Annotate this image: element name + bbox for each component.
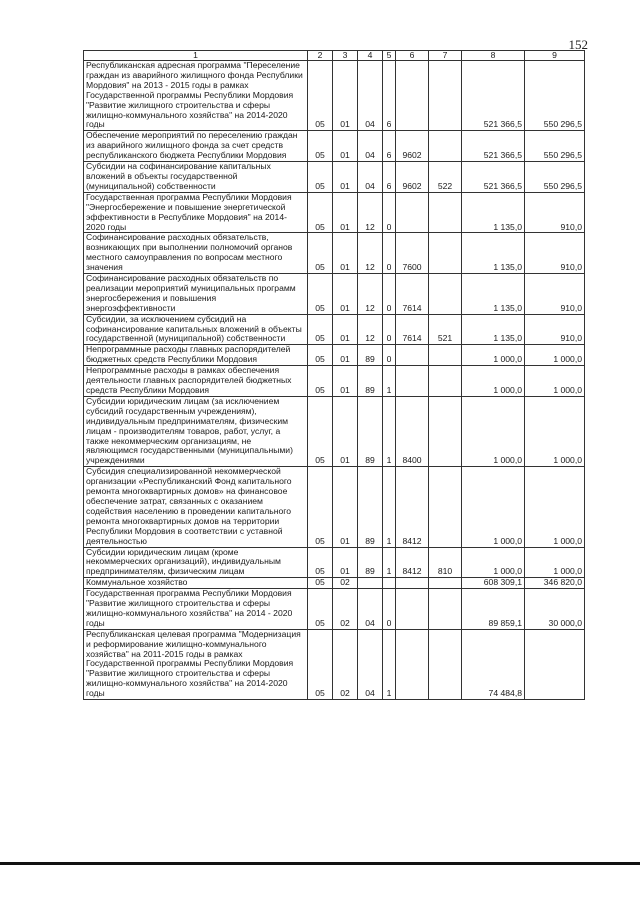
column-header: 2 — [308, 51, 333, 61]
table-row — [84, 366, 585, 397]
cell-amount-2: 550 296,5 — [525, 61, 585, 131]
cell-amount-2: 30 000,0 — [525, 589, 585, 630]
cell-amount-1: 89 859,1 — [462, 589, 525, 630]
row-description: Республиканская целевая программа "Модернизация и реформирование жилищно-коммунального хозяйства" на 2011-2015 годы в рамках Государственной программы Республики Мордовия "Развитие жилищного строительства и сферы жилищно-коммунального хозяйства" на 2014-2020 годы — [84, 629, 308, 699]
cell-subprogram: 0 — [383, 345, 396, 366]
cell-target-item: 8400 — [396, 396, 429, 466]
cell-amount-1: 521 366,5 — [462, 131, 525, 162]
column-header: 3 — [333, 51, 358, 61]
cell-section: 05 — [308, 366, 333, 397]
cell-amount-2: 1 000,0 — [525, 366, 585, 397]
table-row — [84, 162, 585, 193]
cell-expense-type: 522 — [429, 162, 462, 193]
cell-section: 05 — [308, 61, 333, 131]
cell-expense-type — [429, 274, 462, 315]
cell-program: 04 — [358, 162, 383, 193]
table-header-row — [84, 51, 585, 61]
cell-expense-type — [429, 467, 462, 547]
cell-amount-2: 550 296,5 — [525, 162, 585, 193]
cell-subprogram: 1 — [383, 366, 396, 397]
table-row — [84, 396, 585, 466]
cell-target-item — [396, 61, 429, 131]
cell-expense-type: 810 — [429, 547, 462, 578]
cell-amount-2: 910,0 — [525, 314, 585, 345]
cell-amount-2: 910,0 — [525, 274, 585, 315]
column-header: 4 — [358, 51, 383, 61]
cell-amount-2: 1 000,0 — [525, 467, 585, 547]
cell-program: 89 — [358, 467, 383, 547]
cell-subsection: 01 — [333, 192, 358, 233]
cell-section: 05 — [308, 589, 333, 630]
cell-amount-2: 910,0 — [525, 233, 585, 274]
cell-amount-2: 346 820,0 — [525, 578, 585, 589]
cell-section: 05 — [308, 233, 333, 274]
cell-expense-type — [429, 396, 462, 466]
table-row — [84, 274, 585, 315]
cell-target-item: 7600 — [396, 233, 429, 274]
cell-amount-2: 910,0 — [525, 192, 585, 233]
cell-amount-1: 1 135,0 — [462, 314, 525, 345]
cell-subsection: 01 — [333, 131, 358, 162]
cell-subprogram: 1 — [383, 396, 396, 466]
cell-subprogram: 0 — [383, 233, 396, 274]
table-row — [84, 314, 585, 345]
cell-amount-1: 521 366,5 — [462, 61, 525, 131]
row-description: Обеспечение мероприятий по переселению граждан из аварийного жилищного фонда за счет средств республиканского бюджета Республики Мордовия — [84, 131, 308, 162]
cell-target-item: 9602 — [396, 162, 429, 193]
row-description: Государственная программа Республики Мордовия "Развитие жилищного строительства и сферы жилищно-коммунального хозяйства" на 2014 - 2020 годы — [84, 589, 308, 630]
column-header: 9 — [525, 51, 585, 61]
row-description: Субсидии юридическим лицам (кроме некоммерческих организаций), индивидуальным предпринимателям, физическим лицам — [84, 547, 308, 578]
row-description: Софинансирование расходных обязательств по реализации мероприятий муниципальных программ энергосбережения и повышения энергоэффективности — [84, 274, 308, 315]
row-description: Субсидии юридическим лицам (за исключением субсидий государственным учреждениям), индивидуальным предпринимателям, физическим лицам - производителям товаров, работ, услуг, а также некоммерческим организациям, не являющимся государственными (муниципальными) учреждениями — [84, 396, 308, 466]
cell-subprogram: 6 — [383, 61, 396, 131]
page-number: 152 — [568, 37, 588, 52]
row-description: Субсидия специализированной некоммерческой организации «Республиканский Фонд капитального ремонта многоквартирных домов» на финансовое обеспечение затрат, связанных с оказанием содействия населению в проведении капитального ремонта многоквартирных домов на территории Республики Мордовия в соответствии с уставной деятельностью — [84, 467, 308, 547]
cell-section: 05 — [308, 192, 333, 233]
row-description: Субсидии на софинансирование капитальных вложений в объекты государственной (муниципальной) собственности — [84, 162, 308, 193]
cell-subprogram: 0 — [383, 192, 396, 233]
cell-target-item — [396, 578, 429, 589]
table-row — [84, 589, 585, 630]
cell-amount-1: 1 135,0 — [462, 274, 525, 315]
cell-amount-2: 1 000,0 — [525, 547, 585, 578]
cell-section: 05 — [308, 345, 333, 366]
row-description: Софинансирование расходных обязательств, возникающих при выполнении полномочий органов местного самоуправления по вопросам местного значения — [84, 233, 308, 274]
cell-target-item: 9602 — [396, 131, 429, 162]
cell-section: 05 — [308, 396, 333, 466]
cell-amount-2: 550 296,5 — [525, 131, 585, 162]
table-row — [84, 629, 585, 699]
cell-program: 12 — [358, 314, 383, 345]
cell-amount-2: 1 000,0 — [525, 396, 585, 466]
table-row — [84, 467, 585, 547]
row-description: Государственная программа Республики Мордовия "Энергосбережение и повышение энергетической эффективности в Республике Мордовия" на 2014-2020 годы — [84, 192, 308, 233]
cell-amount-1: 1 135,0 — [462, 233, 525, 274]
cell-target-item: 7614 — [396, 314, 429, 345]
page-bottom-rule — [0, 862, 640, 865]
column-header: 5 — [383, 51, 396, 61]
cell-expense-type — [429, 233, 462, 274]
row-description: Республиканская адресная программа "Переселение граждан из аварийного жилищного фонда Республики Мордовия" на 2013 - 2015 годы в рамках Государственной программы Республики Мордовия "Развитие жилищного строительства и сферы жилищно-коммунального хозяйства" на 2014-2020 годы — [84, 61, 308, 131]
column-header: 1 — [84, 51, 308, 61]
cell-subsection: 02 — [333, 629, 358, 699]
cell-section: 05 — [308, 467, 333, 547]
cell-amount-1: 1 000,0 — [462, 396, 525, 466]
cell-subsection: 01 — [333, 366, 358, 397]
cell-subprogram — [383, 578, 396, 589]
table-row — [84, 547, 585, 578]
budget-table — [83, 50, 585, 700]
cell-expense-type: 521 — [429, 314, 462, 345]
cell-program: 89 — [358, 396, 383, 466]
table-row — [84, 233, 585, 274]
cell-amount-1: 1 135,0 — [462, 192, 525, 233]
cell-target-item — [396, 629, 429, 699]
cell-subsection: 01 — [333, 467, 358, 547]
cell-amount-1: 608 309,1 — [462, 578, 525, 589]
cell-subprogram: 0 — [383, 589, 396, 630]
cell-program: 89 — [358, 345, 383, 366]
table-row — [84, 578, 585, 589]
cell-section: 05 — [308, 578, 333, 589]
cell-program: 04 — [358, 629, 383, 699]
row-description: Субсидии, за исключением субсидий на софинансирование капитальных вложений в объекты государственной (муниципальной) собственности — [84, 314, 308, 345]
cell-target-item: 8412 — [396, 547, 429, 578]
cell-expense-type — [429, 192, 462, 233]
column-header: 6 — [396, 51, 429, 61]
cell-expense-type — [429, 589, 462, 630]
cell-subsection: 01 — [333, 547, 358, 578]
cell-amount-1: 521 366,5 — [462, 162, 525, 193]
row-description: Непрограммные расходы главных распорядителей бюджетных средств Республики Мордовия — [84, 345, 308, 366]
cell-target-item — [396, 192, 429, 233]
cell-program: 89 — [358, 366, 383, 397]
cell-section: 05 — [308, 314, 333, 345]
cell-program: 04 — [358, 131, 383, 162]
cell-subprogram: 6 — [383, 162, 396, 193]
cell-subsection: 01 — [333, 396, 358, 466]
cell-subprogram: 0 — [383, 274, 396, 315]
cell-target-item — [396, 589, 429, 630]
cell-amount-1: 1 000,0 — [462, 547, 525, 578]
cell-program: 12 — [358, 233, 383, 274]
cell-amount-1: 1 000,0 — [462, 345, 525, 366]
table-row — [84, 61, 585, 131]
cell-amount-1: 74 484,8 — [462, 629, 525, 699]
cell-program: 89 — [358, 547, 383, 578]
cell-amount-2 — [525, 629, 585, 699]
cell-subsection: 01 — [333, 345, 358, 366]
cell-expense-type — [429, 629, 462, 699]
column-header: 7 — [429, 51, 462, 61]
cell-subprogram: 6 — [383, 131, 396, 162]
cell-program: 04 — [358, 61, 383, 131]
cell-amount-1: 1 000,0 — [462, 467, 525, 547]
cell-subsection: 01 — [333, 233, 358, 274]
cell-program: 04 — [358, 589, 383, 630]
cell-subsection: 02 — [333, 578, 358, 589]
cell-section: 05 — [308, 547, 333, 578]
cell-expense-type — [429, 61, 462, 131]
row-description: Непрограммные расходы в рамках обеспечения деятельности главных распорядителей бюджетных средств Республики Мордовия — [84, 366, 308, 397]
cell-expense-type — [429, 131, 462, 162]
cell-subsection: 01 — [333, 162, 358, 193]
row-description: Коммунальное хозяйство — [84, 578, 308, 589]
cell-section: 05 — [308, 629, 333, 699]
cell-section: 05 — [308, 274, 333, 315]
cell-expense-type — [429, 578, 462, 589]
cell-program: 12 — [358, 274, 383, 315]
cell-subsection: 01 — [333, 61, 358, 131]
cell-subprogram: 1 — [383, 467, 396, 547]
cell-target-item: 7614 — [396, 274, 429, 315]
cell-target-item: 8412 — [396, 467, 429, 547]
cell-section: 05 — [308, 162, 333, 193]
cell-subsection: 01 — [333, 274, 358, 315]
cell-expense-type — [429, 366, 462, 397]
cell-subsection: 02 — [333, 589, 358, 630]
table-row — [84, 131, 585, 162]
cell-subprogram: 1 — [383, 629, 396, 699]
cell-subprogram: 0 — [383, 314, 396, 345]
column-header: 8 — [462, 51, 525, 61]
table-row — [84, 192, 585, 233]
cell-amount-2: 1 000,0 — [525, 345, 585, 366]
cell-expense-type — [429, 345, 462, 366]
cell-subsection: 01 — [333, 314, 358, 345]
cell-target-item — [396, 345, 429, 366]
table-row — [84, 345, 585, 366]
cell-section: 05 — [308, 131, 333, 162]
cell-target-item — [396, 366, 429, 397]
cell-subprogram: 1 — [383, 547, 396, 578]
cell-amount-1: 1 000,0 — [462, 366, 525, 397]
cell-program — [358, 578, 383, 589]
cell-program: 12 — [358, 192, 383, 233]
